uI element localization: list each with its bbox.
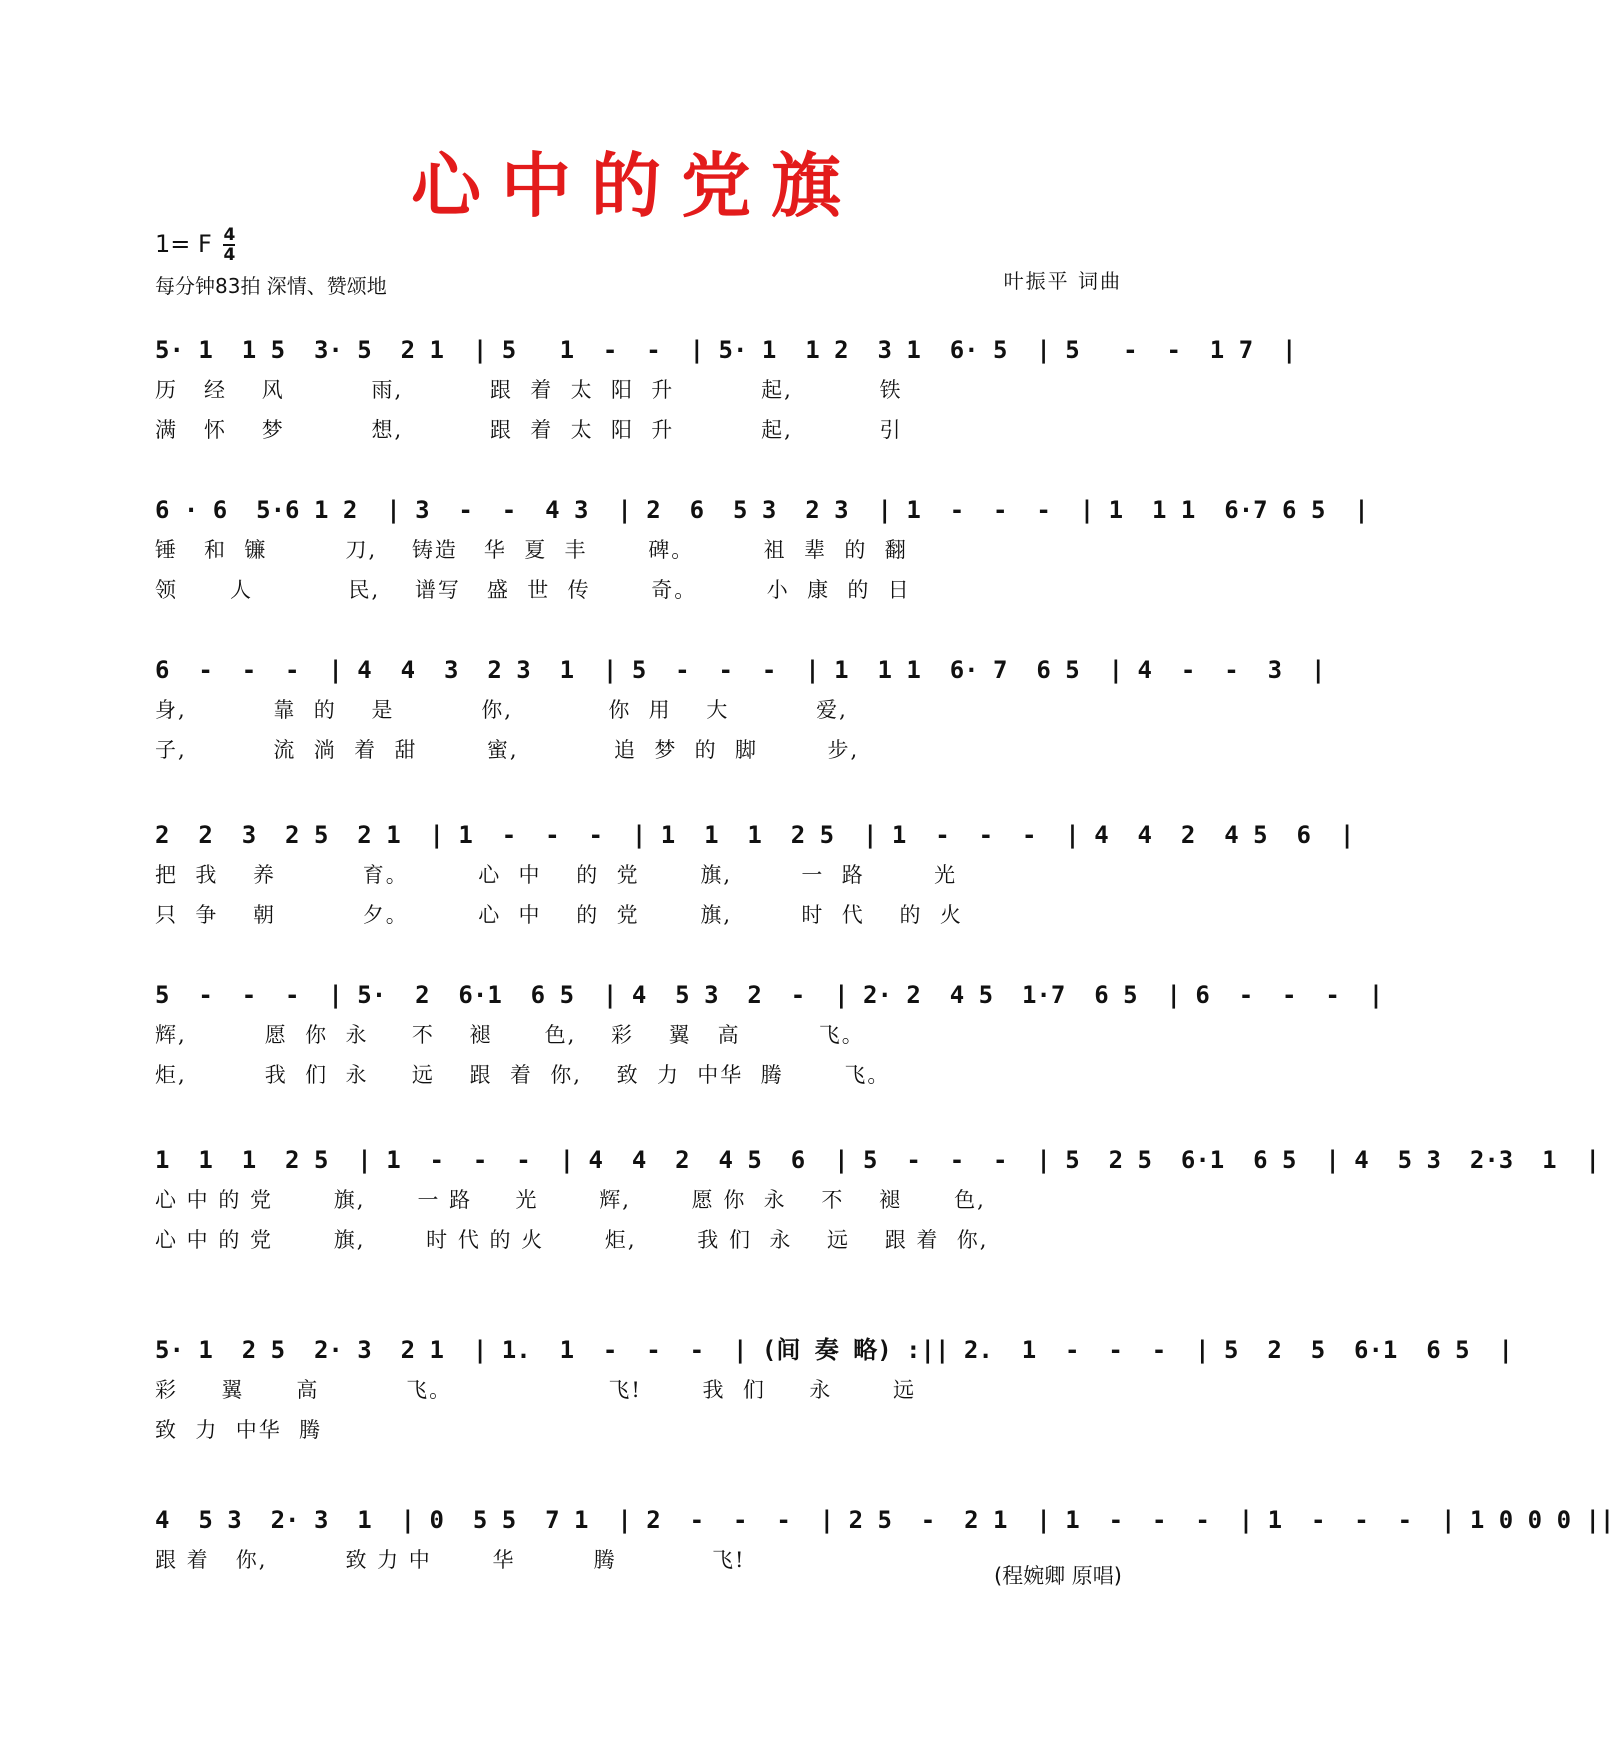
singer-credit: (程婉卿 原唱) xyxy=(993,1564,1122,1588)
lyric-verse-2: 满 怀 梦 想, 跟 着 太 阳 升 起, 引 xyxy=(155,418,903,442)
notation-line: 5 - - - | 5· 2 6·1 6 5 | 4 5 3 2 - | 2· 2 4 5 1·7 6 5 | 6 - - - | xyxy=(155,981,1384,1009)
lyric-verse-2: 炬, 我 们 永 远 跟 着 你, 致 力 中华 腾 飞。 xyxy=(155,1063,891,1087)
lyric-verse-2: 领 人 民, 谱写 盛 世 传 奇。 小 康 的 日 xyxy=(155,578,911,602)
lyric-verse-2: 心 中 的 党 旗, 时 代 的 火 炬, 我 们 永 远 跟 着 你, xyxy=(155,1228,989,1252)
lyric-verse-2: 只 争 朝 夕。 心 中 的 党 旗, 时 代 的 火 xyxy=(155,903,963,927)
key-signature xyxy=(155,226,235,264)
time-signature-top: 4 xyxy=(223,225,236,245)
score-row-7 xyxy=(155,1330,1513,1450)
key-label: 1= F xyxy=(155,230,212,258)
lyric-verse-1: 跟 着 你, 致 力 中 华 腾 飞! xyxy=(155,1548,746,1572)
score-row-4 xyxy=(155,815,1355,935)
author-credit: 叶振平 词曲 xyxy=(1003,269,1122,293)
score-row-1 xyxy=(155,330,1297,450)
notation-line: 6 · 6 5·6 1 2 | 3 - - 4 3 | 2 6 5 3 2 3 | 1 - - - | 1 1 1 6·7 6 5 | xyxy=(155,496,1369,524)
score-row-3 xyxy=(155,650,1326,770)
lyric-verse-1: 彩 翼 高 飞。 飞! 我 们 永 远 xyxy=(155,1378,916,1402)
lyric-verse-1: 辉, 愿 你 永 不 褪 色, 彩 翼 高 飞。 xyxy=(155,1023,865,1047)
lyric-verse-1: 心 中 的 党 旗, 一 路 光 辉, 愿 你 永 不 褪 色, xyxy=(155,1188,986,1212)
lyric-verse-1: 身, 靠 的 是 你, 你 用 大 爱, xyxy=(155,698,848,722)
time-signature xyxy=(223,226,235,264)
notation-line: 4 5 3 2· 3 1 | 0 5 5 7 1 | 2 - - - | 2 5 - 2 1 | 1 - - - | 1 - - - | 1 0 0 0 || xyxy=(155,1506,1614,1534)
notation-line: 6 - - - | 4 4 3 2 3 1 | 5 - - - | 1 1 1 6· 7 6 5 | 4 - - 3 | xyxy=(155,656,1326,684)
time-signature-bottom: 4 xyxy=(223,245,236,265)
score-row-5 xyxy=(155,975,1384,1095)
notation-line: 5· 1 2 5 2· 3 2 1 | 1. 1 - - - | (间 奏 略) :|| 2. 1 - - - | 5 2 5 6·1 6 5 | xyxy=(155,1336,1513,1364)
lyric-verse-2: 子, 流 淌 着 甜 蜜, 追 梦 的 脚 步, xyxy=(155,738,860,762)
lyric-verse-1: 锤 和 镰 刀, 铸造 华 夏 丰 碑。 祖 辈 的 翻 xyxy=(155,538,908,562)
notation-line: 1 1 1 2 5 | 1 - - - | 4 4 2 4 5 6 | 5 - - - | 5 2 5 6·1 6 5 | 4 5 3 2·3 1 | xyxy=(155,1146,1600,1174)
lyric-verse-1: 历 经 风 雨, 跟 着 太 阳 升 起, 铁 xyxy=(155,378,903,402)
notation-line: 5· 1 1 5 3· 5 2 1 | 5 1 - - | 5· 1 1 2 3 1 6· 5 | 5 - - 1 7 | xyxy=(155,336,1297,364)
notation-line: 2 2 3 2 5 2 1 | 1 - - - | 1 1 1 2 5 | 1 - - - | 4 4 2 4 5 6 | xyxy=(155,821,1355,849)
score-row-6 xyxy=(155,1140,1600,1260)
tempo-marking: 每分钟83拍 深情、赞颂地 xyxy=(155,274,387,298)
score-row-8 xyxy=(155,1500,1614,1580)
song-title: 心中的党旗 xyxy=(411,144,861,227)
score-row-2 xyxy=(155,490,1369,610)
lyric-verse-2: 致 力 中华 腾 xyxy=(155,1418,323,1442)
lyric-verse-1: 把 我 养 育。 心 中 的 党 旗, 一 路 光 xyxy=(155,863,958,887)
